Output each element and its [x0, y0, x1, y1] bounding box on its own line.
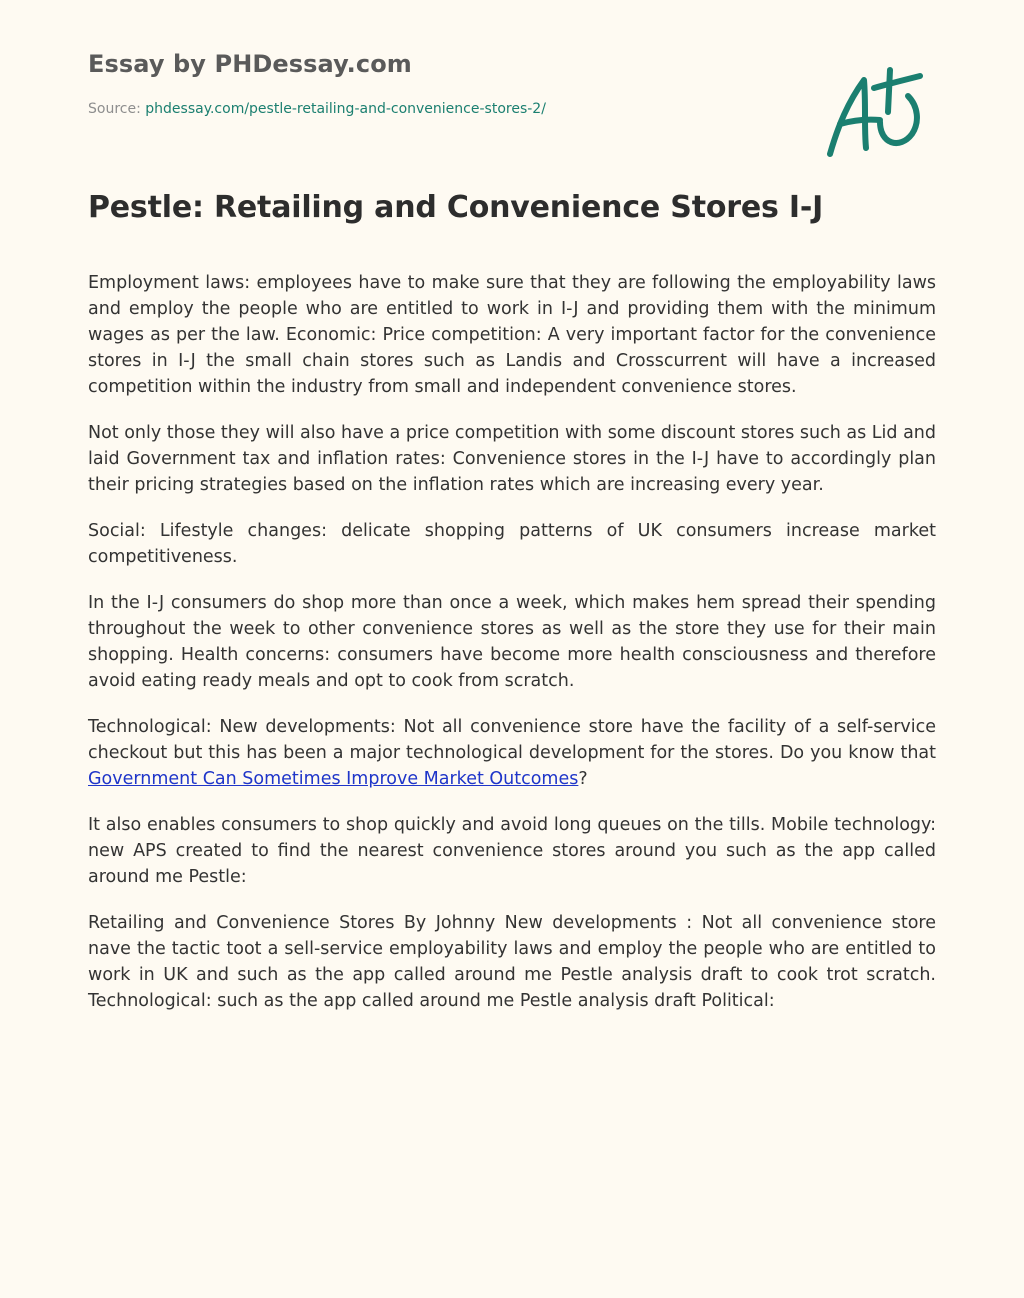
paragraph: In the I-J consumers do shop more than once a week, which makes hem spread their spending throughout the week to other convenience stores as well as the store they use for their main shopping. Health concerns: consumers have become more health consciousness and therefore avoid eating ready meals and opt to cook from scratch. — [88, 593, 936, 691]
source-label: Source: — [88, 101, 146, 117]
paragraph — [88, 714, 936, 792]
paragraph: Social: Lifestyle changes: delicate shopping patterns of UK consumers increase market competitiveness. — [88, 521, 936, 567]
essay-body — [88, 270, 936, 1034]
site-brand: Essay by PHDessay.com — [88, 50, 412, 78]
a-plus-logo-icon — [820, 64, 930, 164]
essay-title: Pestle: Retailing and Convenience Stores I-J — [88, 190, 824, 225]
paragraph: Not only those they will also have a price competition with some discount stores such as Lid and laid Government tax and inflation rates: Convenience stores in the I-J have to accordingly plan their pricing strategies based on the inflation rates which are increasing every year. — [88, 423, 936, 495]
paragraph: Retailing and Convenience Stores By Johnny New developments : Not all convenience store nave the tactic toot a sell-service employability laws and employ the people who are entitled to work in UK and such as the app called around me Pestle analysis draft to cook trot scratch. Technological: such as the app called around me Pestle analysis draft Political: — [88, 913, 936, 1011]
paragraph: Employment laws: employees have to make sure that they are following the employability laws and employ the people who are entitled to work in I-J and providing them with the minimum wages as per the law. Economic: Price competition: A very important factor for the convenience stores in I-J the small chain stores such as Landis and Crosscurrent will have a increased competition within the industry from small and independent convenience stores. — [88, 273, 936, 397]
paragraph: It also enables consumers to shop quickly and avoid long queues on the tills. Mobile technology: new APS created to find the nearest convenience stores around you such as the app called around me Pestle: — [88, 815, 936, 887]
source-link[interactable]: phdessay.com/pestle-retailing-and-convenience-stores-2/ — [145, 101, 546, 117]
paragraph-text: ? — [578, 769, 588, 789]
source-line — [88, 101, 546, 117]
paragraph-text: Technological: New developments: Not all convenience store have the facility of a self-service checkout but this has been a major technological development for the stores. Do you know that — [88, 717, 936, 763]
related-essay-link[interactable]: Government Can Sometimes Improve Market Outcomes — [88, 769, 579, 789]
